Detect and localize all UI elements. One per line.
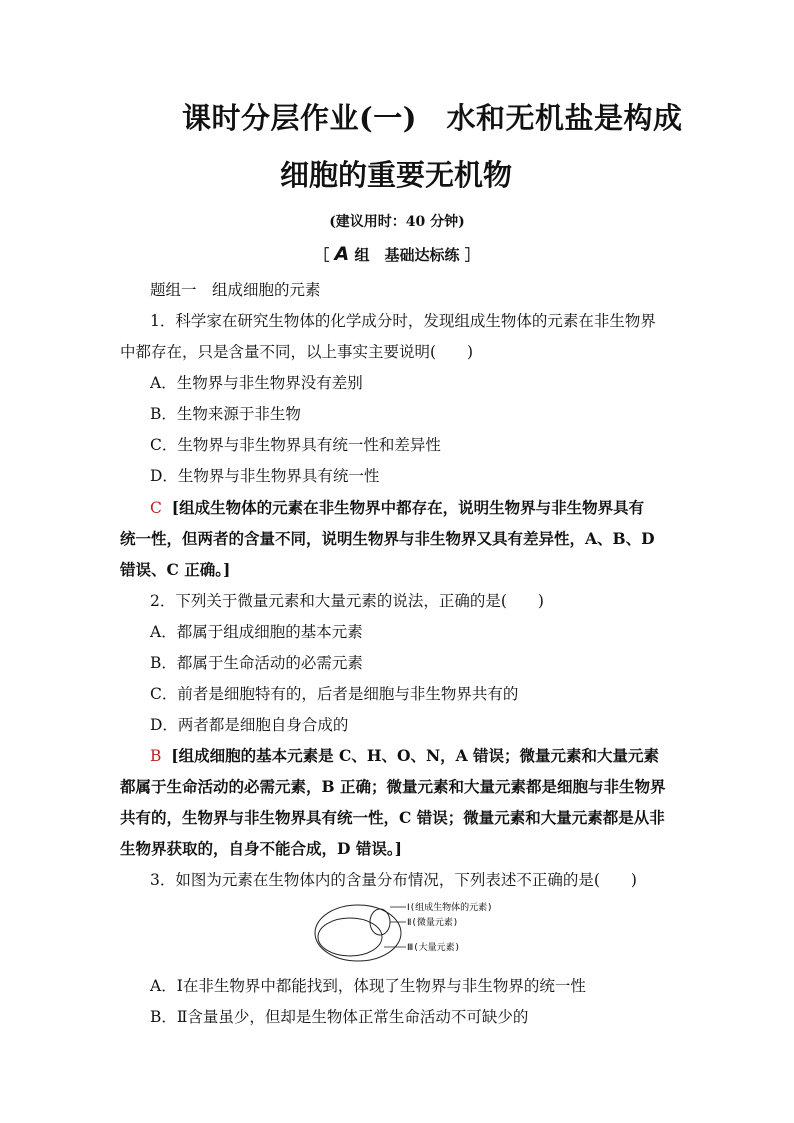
q2-option-c: C．前者是细胞特有的，后者是细胞与非生物界共有的 — [150, 685, 519, 703]
element-content-diagram — [310, 895, 540, 965]
q2-option-d: D．两者都是细胞自身合成的 — [150, 716, 349, 734]
q2-explanation-line1 — [150, 746, 659, 766]
q1-explanation-line1 — [150, 498, 644, 518]
q2-explanation-text: [组成细胞的基本元素是 C、H、O、N，A 错误；微量元素和大量元素 — [171, 746, 660, 765]
q2-explanation-line4: 生物界获取的，自身不能合成，D 错误。] — [120, 839, 402, 858]
page-title-line1: 课时分层作业(一) 水和无机盐是构成 — [182, 101, 683, 135]
q3-stem: 3．如图为元素在生物体内的含量分布情况，下列表述不正确的是( ) — [150, 871, 637, 889]
q1-answer: C — [150, 499, 162, 517]
q1-explanation-line2: 统一性，但两者的含量不同，说明生物界与非生物界又具有差异性，A、B、D — [120, 529, 655, 548]
diagram-label-1: Ⅰ(组成生物体的元素) — [407, 903, 493, 913]
group-bracket-close: ］ — [464, 246, 480, 264]
diagram-label-2: Ⅱ(微量元素) — [407, 918, 459, 928]
section-title: 题组一 组成细胞的元素 — [150, 281, 321, 299]
q2-stem: 2．下列关于微量元素和大量元素的说法，正确的是( ) — [150, 592, 544, 610]
group-label: 组 基础达标练 — [354, 246, 460, 264]
q1-explanation-line3: 错误、C 正确。] — [120, 560, 231, 579]
q1-option-d: D．生物界与非生物界具有统一性 — [150, 467, 380, 485]
q2-explanation-line2: 都属于生命活动的必需元素，B 正确；微量元素和大量元素都是细胞与非生物界 — [120, 777, 666, 796]
middle-ellipse — [318, 918, 382, 956]
q3-option-a: A．Ⅰ在非生物界中都能找到，体现了生物界与非生物界的统一性 — [150, 977, 586, 995]
q1-explanation-text: [组成生物体的元素在非生物界中都存在，说明生物界与非生物界具有 — [171, 498, 645, 517]
q1-stem-line1: 1．科学家在研究生物体的化学成分时，发现组成生物体的元素在非生物界 — [150, 312, 656, 330]
group-letter: A — [334, 243, 350, 265]
group-bracket-open: ［ — [314, 246, 330, 264]
q1-option-b: B．生物来源于非生物 — [150, 405, 301, 423]
q1-option-a: A．生物界与非生物界没有差别 — [150, 374, 363, 392]
diagram-label-3: Ⅲ(大量元素) — [407, 943, 461, 953]
q2-option-a: A．都属于组成细胞的基本元素 — [150, 623, 363, 641]
q2-option-b: B．都属于生命活动的必需元素 — [150, 654, 363, 672]
q3-option-b: B．Ⅱ含量虽少，但却是生物体正常生命活动不可缺少的 — [150, 1008, 529, 1026]
group-heading — [0, 243, 794, 265]
suggested-time: (建议用时：40 分钟) — [329, 214, 465, 230]
q1-option-c: C．生物界与非生物界具有统一性和差异性 — [150, 436, 441, 454]
q2-explanation-line3: 共有的，生物界与非生物界具有统一性，C 错误；微量元素和大量元素都是从非 — [120, 808, 665, 827]
q2-answer: B — [150, 747, 162, 765]
q1-stem-line2: 中都存在，只是含量不同，以上事实主要说明( ) — [120, 343, 474, 361]
page-title-line2: 细胞的重要无机物 — [280, 158, 513, 192]
